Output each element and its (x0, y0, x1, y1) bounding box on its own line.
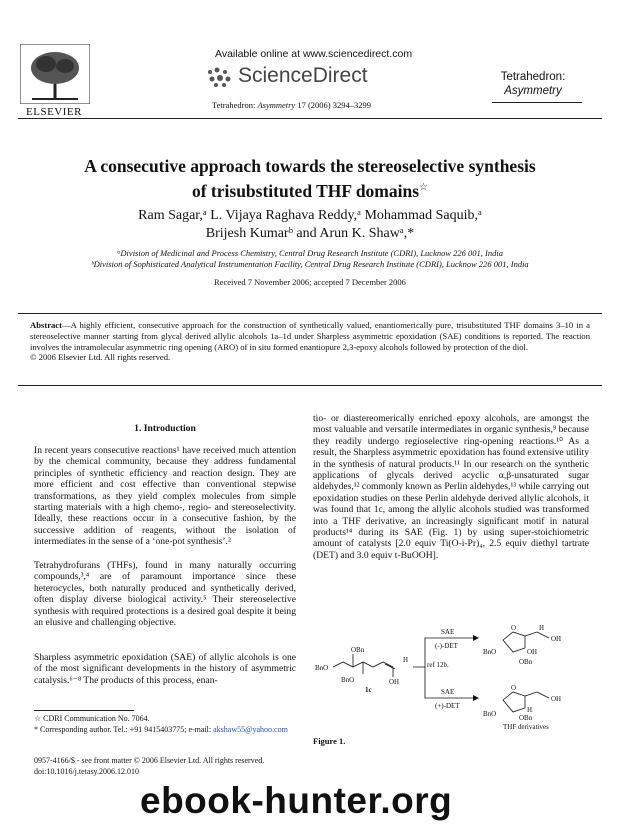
paragraph: Tetrahydrofurans (THFs), found in many naturally occurring compounds,³,⁴ are of paramount importance since these heterocycles, both naturally produced and synthetically derived, often display diverse biological activity.⁵ Their stereoselective synthesis with required protections is a desired goal despite it being an elusive and challenging objective. (34, 560, 296, 629)
group-label: OH (527, 648, 538, 656)
compound-1c (315, 646, 408, 694)
group-label: BnO (483, 648, 497, 656)
affiliations: ᵃDivision of Medicinal and Process Chemistry, Central Drug Research Institute (CDRI), Lucknow 226 001, India ᵇDivision of Sophisticated Analytical Instrumentation Facility, Central Drug Research Institute (CDRI), Lucknow 226 001, India (91, 248, 529, 269)
author-list: Ram Sagar,ᵃ L. Vijaya Raghava Reddy,ᵃ Mohammad Saquib,ᵃ Brijesh Kumarᵇ and Arun K. Shawᵃ,* (138, 208, 482, 241)
product-label: THF derivatives (503, 723, 549, 730)
figure-scheme (313, 620, 589, 730)
watermark: ebook-hunter.org (140, 780, 453, 821)
footnote-rule (34, 710, 134, 711)
email-link[interactable]: akshaw55@yahoo.com (213, 725, 288, 734)
group-label: H (403, 656, 409, 664)
footnote: ☆ CDRI Communication No. 7064. (34, 714, 150, 723)
journal-citation: Tetrahedron: Asymmetry 17 (2006) 3294–3299 (212, 100, 371, 110)
abstract: Abstract—A highly efficient, consecutive approach for the construction of synthetically valued, enantiomerically pure, trisubstituted THF domains 3–10 in a stereoselective manner starting from glycal derived allylic alcohols 1a–1d under Sharpless asymmetric epoxidation (SAE) conditions is reported. The reaction involves the intramolecular asymmetric ring opening (ARO) of in situ formed enantiopure 2,3-epoxy alcohols followed by protection of the diol. © 2006 Elsevier Ltd. All rights reserved. (30, 320, 590, 363)
publisher-name: ELSEVIER (26, 106, 82, 118)
elsevier-tree-logo (20, 44, 90, 104)
group-label: OBn (519, 658, 533, 666)
reagent-condition: (+)-DET (435, 702, 460, 710)
group-label: BnO (315, 664, 329, 672)
sciencedirect-brand: ScienceDirect (238, 64, 368, 88)
group-label: OH (551, 695, 562, 703)
paragraph: tio- or diastereomerically enriched epoxy alcohols, are amongst the most valuable and versatile intermediates in organic synthesis,⁹ because they readily undergo regioselective ring-opening reactions.¹⁰ As a result, the Sharpless asymmetric epoxidation has found extensive utility in the synthesis of natural products.¹¹ In our research on the synthetic applications of glycals derived acyclic α,β-unsaturated sugar aldehydes,¹² commonly known as Perlin aldehydes,¹³ while carrying out epoxidation studies on these Perlin aldehyde derived allylic alcohols, it was found that 1c, among the allylic alcohols studied was transformed into a THF derivative, an increasingly significant motif in natural products¹⁴ during its SAE (Fig. 1) by using super-stoichiometric amount of catalysts [2.0 equiv Ti(O-i-Pr)₄, 2.5 equiv diethyl tartrate (DET) and 3.0 equiv t-BuOOH]. (313, 413, 589, 561)
group-label: O (511, 684, 517, 692)
section-heading: 1. Introduction (134, 423, 196, 434)
group-label: H (539, 624, 545, 632)
thf-product-bottom (483, 684, 561, 730)
issn-line: 0957-4166/$ - see front matter © 2006 Elsevier Ltd. All rights reserved. (34, 756, 265, 765)
group-label: BnO (341, 676, 355, 684)
journal-title: Tetrahedron: Asymmetry (500, 71, 566, 97)
available-online: Available online at www.sciencedirect.com (215, 48, 413, 60)
group-label: OH (551, 635, 562, 643)
paragraph: Sharpless asymmetric epoxidation (SAE) of allylic alcohols is one of the most significant developments in the history of asymmetric catalysis.⁶⁻⁸ The products of this process, enan- (34, 652, 296, 686)
reagent-condition: (-)-DET (435, 642, 458, 650)
article-title: A consecutive approach towards the stereoselective synthesis of trisubstituted THF domains☆ (84, 156, 536, 201)
abstract-bottom-rule (18, 385, 602, 386)
reference-note: ref 12b. (427, 661, 449, 669)
group-label: O (511, 624, 517, 632)
group-label: OH (389, 678, 400, 686)
footnote-corresponding: * Corresponding author. Tel.: +91 9415403775; e-mail: akshaw55@yahoo.com (34, 725, 288, 734)
reagent-label: SAE (441, 688, 455, 696)
reagent-label: SAE (441, 628, 455, 636)
thf-product-top (483, 624, 561, 666)
journal-title-rule (492, 102, 582, 103)
group-label: BnO (483, 710, 497, 718)
compound-label: 1c (365, 686, 372, 694)
group-label: OBn (351, 646, 365, 654)
abstract-top-rule (18, 313, 602, 314)
doi-line[interactable]: doi:10.1016/j.tetasy.2006.12.010 (34, 767, 140, 776)
header-divider (18, 118, 602, 119)
group-label: OBn (519, 714, 533, 722)
received-dates: Received 7 November 2006; accepted 7 December 2006 (214, 277, 406, 287)
figure-caption: Figure 1. (313, 736, 346, 746)
sciencedirect-dots-icon (206, 66, 234, 88)
paragraph: In recent years consecutive reactions¹ have received much attention by the chemical community, because they address fundamental principles of synthetic efficiency and reaction design. They are more efficient and cost effective than conventional stepwise transformations, as they yield complex molecules from simple starting materials with a high chemo-, regio- and stereoselectivity. Ideally, these reactions occur in a consecutive fashion, by the successive addition of reagents, without the isolation of intermediates in the sense of a ‘one-pot synthesis’.² (34, 445, 296, 548)
group-label: H (527, 706, 533, 714)
